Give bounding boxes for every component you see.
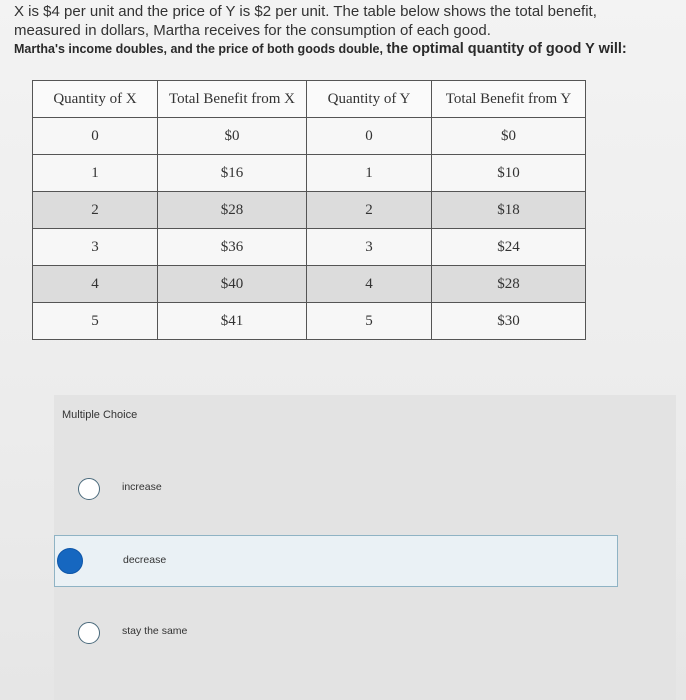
table-cell: $36 [158,229,307,266]
table-cell: $40 [158,266,307,303]
option-label: stay the same [122,625,188,637]
table-cell: 5 [33,303,158,340]
table-cell: $30 [432,303,586,340]
table-row [33,266,586,303]
table-cell: $24 [432,229,586,266]
table-cell: 5 [307,303,432,340]
table-row [33,303,586,340]
table-cell: $0 [158,118,307,155]
table-row [33,192,586,229]
multiple-choice-label: Multiple Choice [62,409,138,421]
table-row [33,155,586,192]
option-label: increase [122,481,162,493]
question-prompt [14,40,674,59]
table-cell: 3 [307,229,432,266]
option-increase[interactable] [54,463,618,515]
radio-button-icon[interactable] [78,622,100,644]
column-header: Total Benefit from Y [432,81,586,118]
question-prompt-part-2: the optimal quantity of good Y will: [386,41,627,57]
table-cell: 2 [33,192,158,229]
question-prompt-part-1: Martha's income doubles, and the price of both goods double, [14,42,387,56]
benefit-table [32,80,586,340]
table-cell: 0 [33,118,158,155]
table-cell: $10 [432,155,586,192]
column-header: Quantity of Y [307,81,432,118]
table-cell: 3 [33,229,158,266]
table-cell: 4 [307,266,432,303]
radio-button-selected-icon[interactable] [57,548,83,574]
column-header: Total Benefit from X [158,81,307,118]
table-cell: $18 [432,192,586,229]
table-cell: $0 [432,118,586,155]
table-cell: $28 [432,266,586,303]
column-header: Quantity of X [33,81,158,118]
table-cell: 0 [307,118,432,155]
question-line-2: measured in dollars, Martha receives for the consumption of each good. [14,22,491,39]
table-row [33,118,586,155]
table-cell: 2 [307,192,432,229]
option-label: decrease [123,554,167,566]
table-row [33,229,586,266]
table-cell: 4 [33,266,158,303]
table-cell: $41 [158,303,307,340]
table-cell: $16 [158,155,307,192]
table-header-row [33,81,586,118]
radio-button-icon[interactable] [78,478,100,500]
option-stay-the-same[interactable] [54,607,618,659]
question-line-1: X is $4 per unit and the price of Y is $2 per unit. The table below shows the total benefit, [14,3,597,20]
table-cell: 1 [307,155,432,192]
question-text [14,2,674,59]
table-cell: 1 [33,155,158,192]
option-decrease[interactable] [54,535,618,587]
table-cell: $28 [158,192,307,229]
